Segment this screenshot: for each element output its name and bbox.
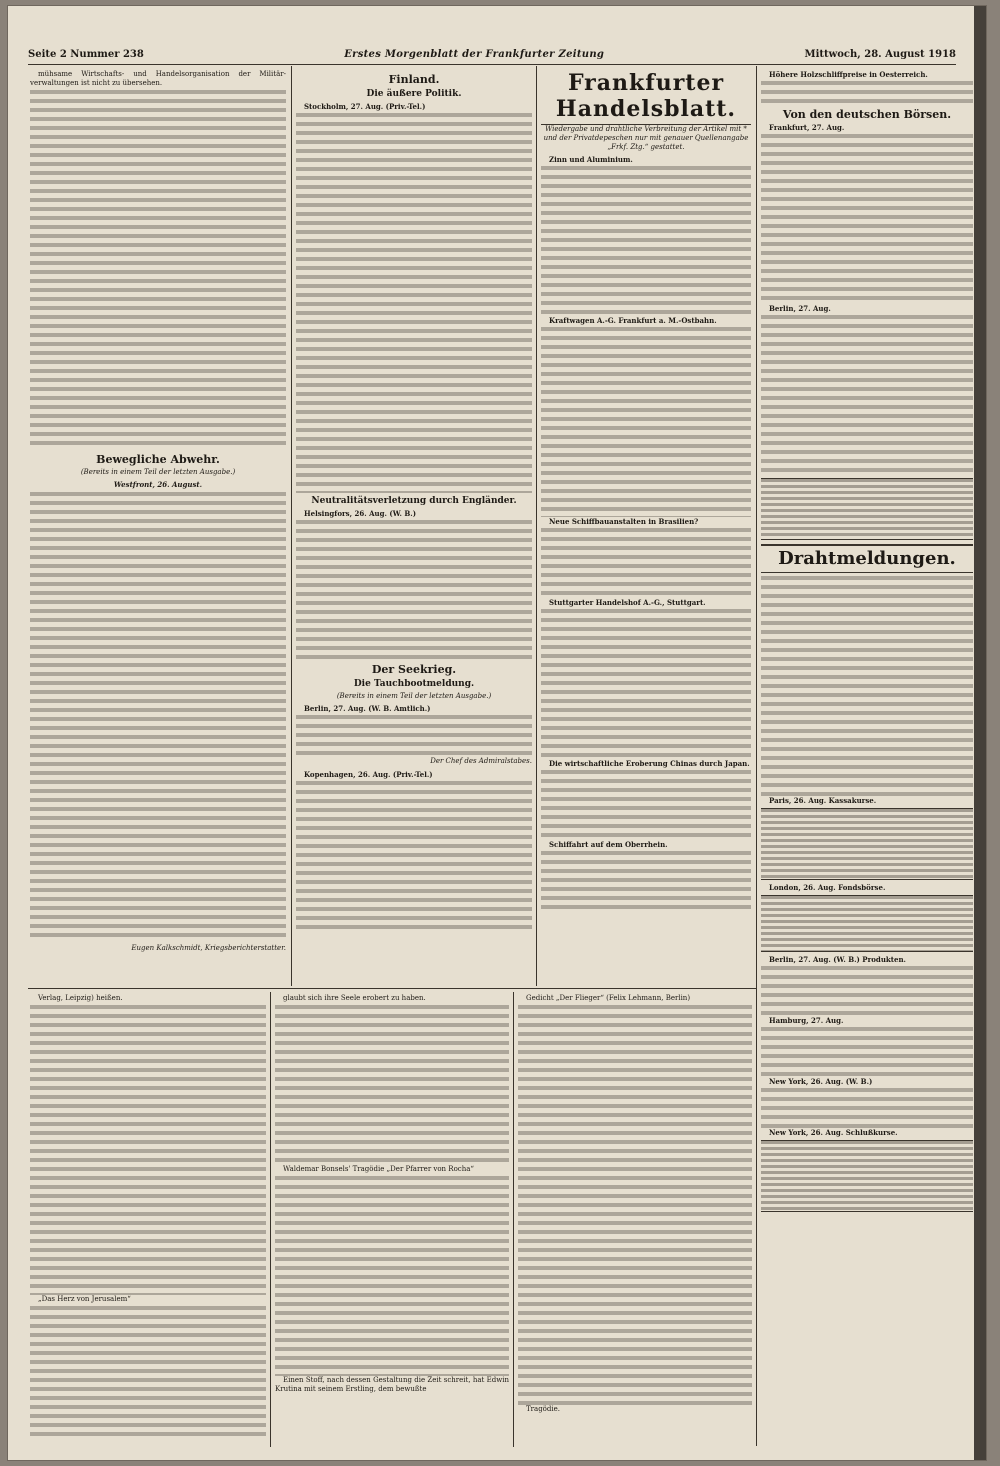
- masthead-center: Erstes Morgenblatt der Frankfurter Zeitung: [344, 48, 605, 60]
- article-head: Zinn und Aluminium.: [549, 155, 633, 164]
- dateline: Berlin, 27. Aug. (W. B. Amtlich.): [304, 704, 431, 713]
- text-block: [275, 1005, 509, 1165]
- text-block: [541, 327, 751, 517]
- text-block: [541, 166, 751, 316]
- feuilleton-column-1: [30, 994, 266, 1446]
- article-head: Höhere Holzschliffpreise in Oesterreich.: [769, 70, 928, 79]
- text-block: [761, 966, 973, 1016]
- signature: Eugen Kalkschmidt, Kriegsberichterstatter.: [131, 944, 286, 952]
- feuilleton-title: Waldemar Bonsels' Tragödie „Der Pfarrer von Rocha“: [283, 1165, 474, 1173]
- section-subtitle: Die äußere Politik.: [366, 89, 462, 99]
- column-3: [541, 70, 751, 985]
- market-head: New York, 26. Aug. (W. B.): [769, 1077, 873, 1086]
- article-head: Die wirtschaftliche Eroberung Chinas durch Japan.: [549, 759, 750, 768]
- feuilleton-end: Einen Stoff, nach dessen Gestaltung die Zeit schreit, hat Edwin Krutina mit seinem Erstling, dem bewußte: [275, 1376, 509, 1393]
- column-rule: [291, 66, 292, 986]
- text-block: [30, 1005, 266, 1295]
- section-title: Von den deutschen Börsen.: [782, 108, 952, 121]
- market-head: New York, 26. Aug. Schlußkurse.: [769, 1128, 898, 1137]
- text-block: [541, 770, 751, 840]
- section-subtitle: Die Tauchbootmeldung.: [353, 679, 475, 689]
- text-block: [296, 520, 532, 660]
- feuilleton-column-2: [275, 994, 509, 1446]
- column-rule: [270, 992, 271, 1447]
- section-note: (Bereits in einem Teil der letzten Ausgabe.): [80, 468, 236, 476]
- market-head: Berlin, 27. Aug. (W. B.) Produkten.: [769, 955, 906, 964]
- feuilleton-start: glaubt sich ihre Seele erobert zu haben.: [283, 994, 426, 1002]
- section-title: Bewegliche Abwehr.: [96, 453, 220, 466]
- article-head: Neue Schiffbauanstalten in Brasilien?: [549, 517, 699, 526]
- dateline: Berlin, 27. Aug.: [769, 304, 831, 313]
- text-block: [541, 528, 751, 598]
- text-block: [761, 576, 973, 796]
- market-head: Paris, 26. Aug. Kassakurse.: [769, 796, 877, 805]
- text-block: [296, 781, 532, 931]
- text-block: [761, 134, 973, 304]
- text-block: [761, 1088, 973, 1128]
- market-head: London, 26. Aug. Fondsbörse.: [769, 883, 886, 892]
- column-rule: [513, 992, 514, 1447]
- text-block: [761, 1027, 973, 1077]
- article-head: Stuttgarter Handelshof A.-G., Stuttgart.: [549, 598, 706, 607]
- price-table: [761, 1140, 973, 1212]
- price-table: [761, 808, 973, 880]
- text-block: [275, 1176, 509, 1376]
- newspaper-page: [8, 6, 986, 1460]
- text-block: [30, 90, 286, 450]
- drahtmeldungen-title: Drahtmeldungen.: [761, 544, 973, 573]
- article-head: Schiffahrt auf dem Oberrhein.: [549, 840, 668, 849]
- handelsblatt-title: Frankfurter Handelsblatt.: [541, 70, 751, 125]
- text-block: [541, 609, 751, 759]
- masthead-right: Mittwoch, 28. August 1918: [804, 48, 956, 60]
- admiral-signature: Der Chef des Admiralstabes.: [430, 757, 532, 765]
- subhead: Neutralitätsverletzung durch Engländer.: [311, 496, 517, 506]
- text-block: [30, 1306, 266, 1436]
- section-title: Der Seekrieg.: [371, 663, 457, 676]
- column-1-lead: mühsame Wirtschafts- und Handelsorganisation der Militär-verwaltungen ist nicht zu übersehen.: [30, 70, 286, 87]
- dateline: Frankfurt, 27. Aug.: [769, 123, 845, 132]
- market-head: Hamburg, 27. Aug.: [769, 1016, 844, 1025]
- masthead: [28, 44, 956, 65]
- text-block: [541, 851, 751, 911]
- section-title: Finland.: [388, 73, 440, 86]
- feuilleton-column-3: [518, 994, 752, 1446]
- text-block: [761, 81, 973, 105]
- dateline: Kopenhagen, 26. Aug. (Priv.-Tel.): [304, 770, 433, 779]
- column-rule: [536, 66, 537, 986]
- dateline: Helsingfors, 26. Aug. (W. B.): [304, 509, 417, 518]
- section-note: (Bereits in einem Teil der letzten Ausgabe.): [336, 692, 492, 700]
- feuilleton-rule: [28, 988, 756, 989]
- feuilleton-start: Gedicht „Der Flieger“ (Felix Lehmann, Berlin): [526, 994, 691, 1002]
- text-block: [296, 715, 532, 755]
- binding-edge: [974, 6, 986, 1460]
- column-rule: [756, 66, 757, 1446]
- text-block: [296, 113, 532, 493]
- text-block: [761, 315, 973, 475]
- dateline: Westfront, 26. August.: [113, 480, 203, 489]
- reprint-note: Wiedergabe und drahtliche Verbreitung der Artikel mit * und der Privatdepeschen nur mit genauer Quellenangabe „Frkf. Ztg.“ gestattet.: [543, 125, 749, 151]
- feuilleton-start: Verlag, Leipzig) heißen.: [38, 994, 123, 1002]
- masthead-left: Seite 2 Nummer 238: [28, 48, 144, 60]
- column-4: [761, 70, 973, 1448]
- dateline: Stockholm, 27. Aug. (Priv.-Tel.): [304, 102, 426, 111]
- column-2: [296, 70, 532, 985]
- feuilleton-title: „Das Herz von Jerusalem“: [38, 1295, 131, 1303]
- article-head: Kraftwagen A.-G. Frankfurt a. M.-Ostbahn.: [549, 316, 717, 325]
- price-table: [761, 895, 973, 952]
- column-1: [30, 70, 286, 985]
- feuilleton-end: Tragödie.: [526, 1405, 560, 1413]
- stock-table: [761, 478, 973, 540]
- text-block: [30, 492, 286, 942]
- text-block: [518, 1005, 752, 1405]
